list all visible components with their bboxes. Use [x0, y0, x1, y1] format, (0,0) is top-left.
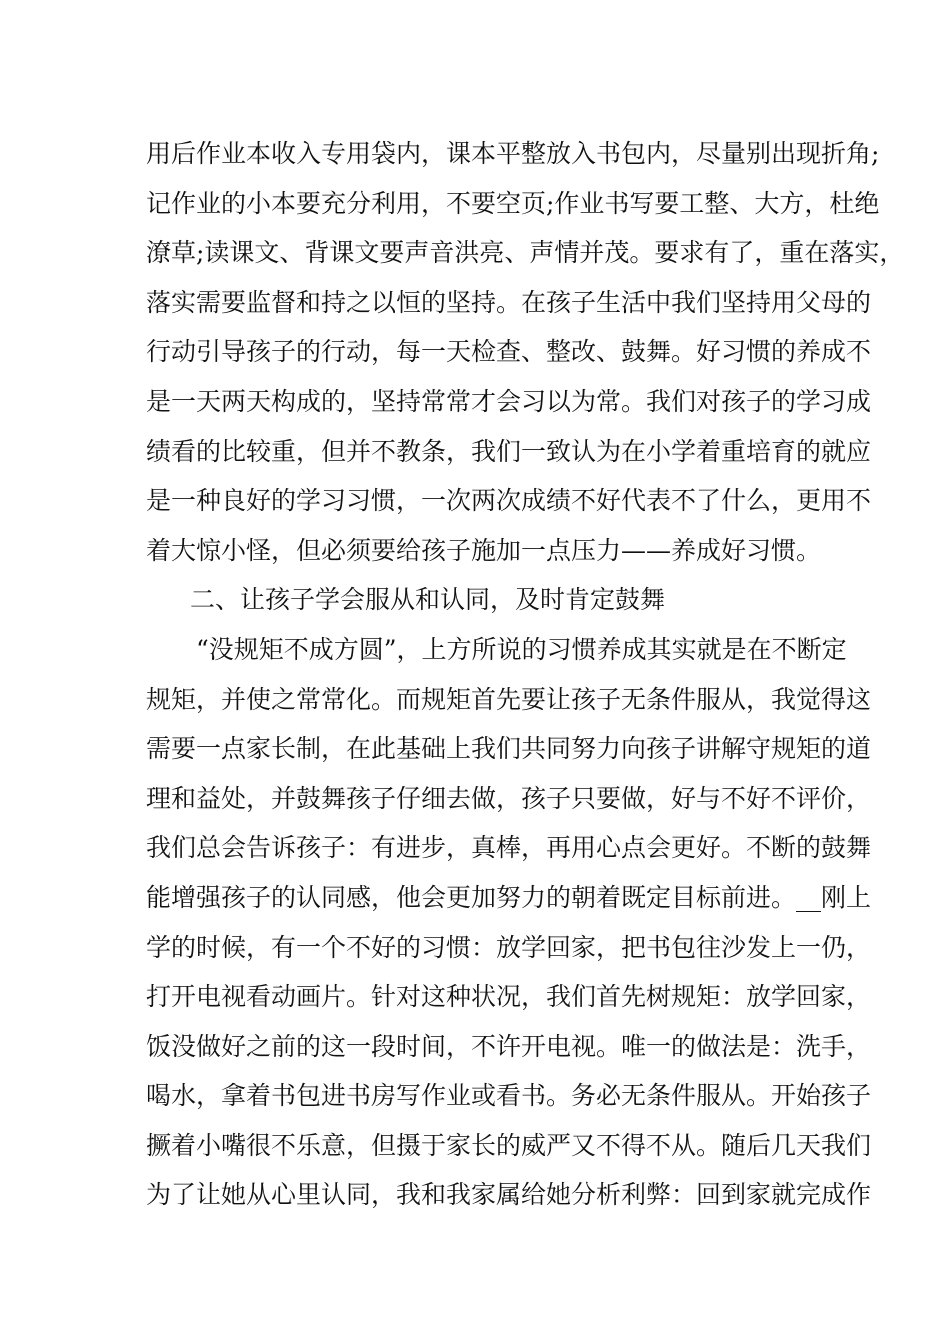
text-line: 着大惊小怪，但必须要给孩子施加一点压力——养成好习惯。 [146, 535, 822, 565]
text-line: 能增强孩子的认同感，他会更加努力的朝着既定目标前进。__刚上 [146, 882, 872, 912]
text-line: 行动引导孩子的行动，每一天检查、整改、鼓舞。好习惯的养成不 [146, 337, 872, 367]
text-line: 喝水，拿着书包进书房写作业或看书。务必无条件服从。开始孩子 [146, 1081, 872, 1111]
text-line: 饭没做好之前的这一段时间，不许开电视。唯一的做法是：洗手， [146, 1031, 872, 1061]
text-line: 记作业的小本要充分利用，不要空页;作业书写要工整、大方，杜绝 [146, 188, 880, 218]
text-line: 打开电视看动画片。针对这种状况，我们首先树规矩：放学回家， [146, 982, 872, 1012]
text-line: 学的时候，有一个不好的习惯：放学回家，把书包往沙发上一仍， [146, 932, 872, 962]
text-line: 撅着小嘴很不乐意，但摄于家长的威严又不得不从。随后几天我们 [146, 1130, 872, 1160]
section-heading: 二、让孩子学会服从和认同，及时肯定鼓舞 [190, 585, 666, 615]
text-line: 规矩，并使之常常化。而规矩首先要让孩子无条件服从，我觉得这 [146, 684, 872, 714]
body-text [146, 129, 905, 1220]
text-line: 是一天两天构成的，坚持常常才会习以为常。我们对孩子的学习成 [146, 386, 872, 416]
text-line: 需要一点家长制，在此基础上我们共同努力向孩子讲解守规矩的道 [146, 734, 872, 764]
text-line: 潦草;读课文、背课文要声音洪亮、声情并茂。要求有了，重在落实， [146, 238, 905, 268]
paragraph-first-line: “没规矩不成方圆”，上方所说的习惯养成其实就是在不断定 [196, 634, 847, 664]
text-line: 为了让她从心里认同，我和我家属给她分析利弊：回到家就完成作 [146, 1180, 872, 1210]
text-line: 我们总会告诉孩子：有进步，真棒，再用心点会更好。不断的鼓舞 [146, 833, 872, 863]
text-line: 用后作业本收入专用袋内，课本平整放入书包内，尽量别出现折角; [146, 139, 880, 168]
text-line: 是一种良好的学习习惯，一次两次成绩不好代表不了什么，更用不 [146, 486, 872, 516]
text-line: 落实需要监督和持之以恒的坚持。在孩子生活中我们坚持用父母的 [146, 287, 872, 317]
text-line: 理和益处，并鼓舞孩子仔细去做，孩子只要做，好与不好不评价， [146, 783, 872, 813]
text-line: 绩看的比较重，但并不教条，我们一致认为在小学着重培育的就应 [146, 436, 872, 466]
